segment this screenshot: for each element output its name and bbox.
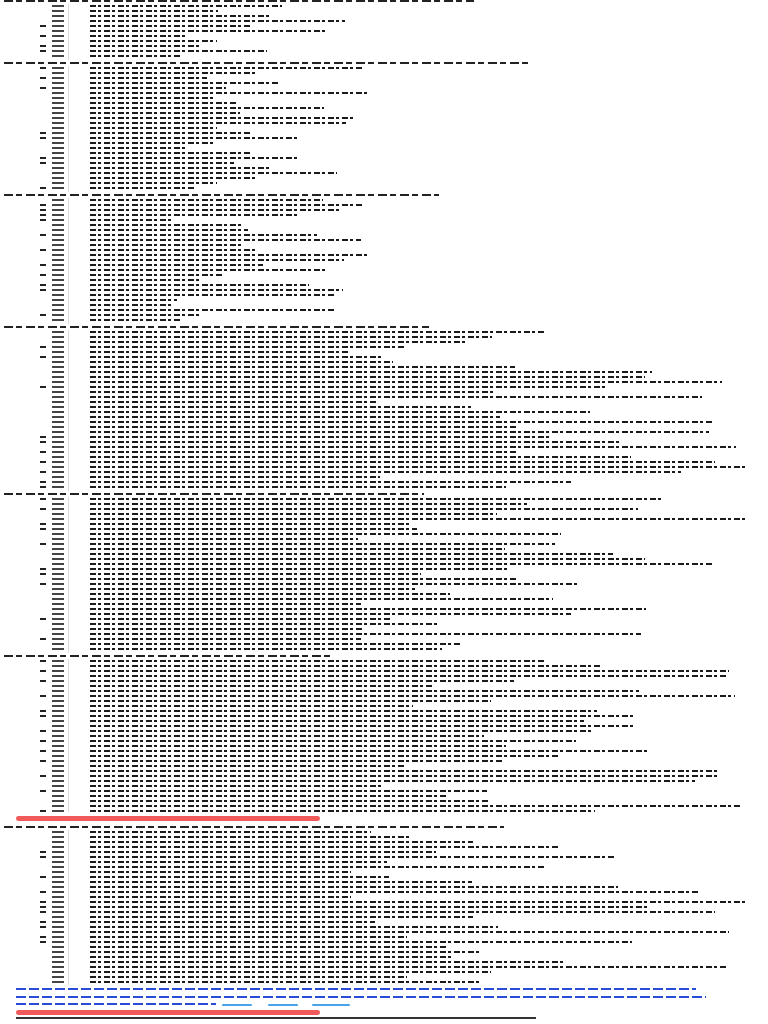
line-number-divider	[68, 198, 69, 324]
line-number-divider	[68, 330, 69, 491]
line-number-divider	[68, 497, 69, 653]
line-number-divider	[68, 66, 69, 192]
highlight-bar	[16, 1010, 320, 1015]
line-number-divider	[68, 830, 69, 985]
line-number-divider	[68, 659, 69, 812]
highlight-bar	[16, 816, 320, 821]
line-number-divider	[68, 4, 69, 60]
